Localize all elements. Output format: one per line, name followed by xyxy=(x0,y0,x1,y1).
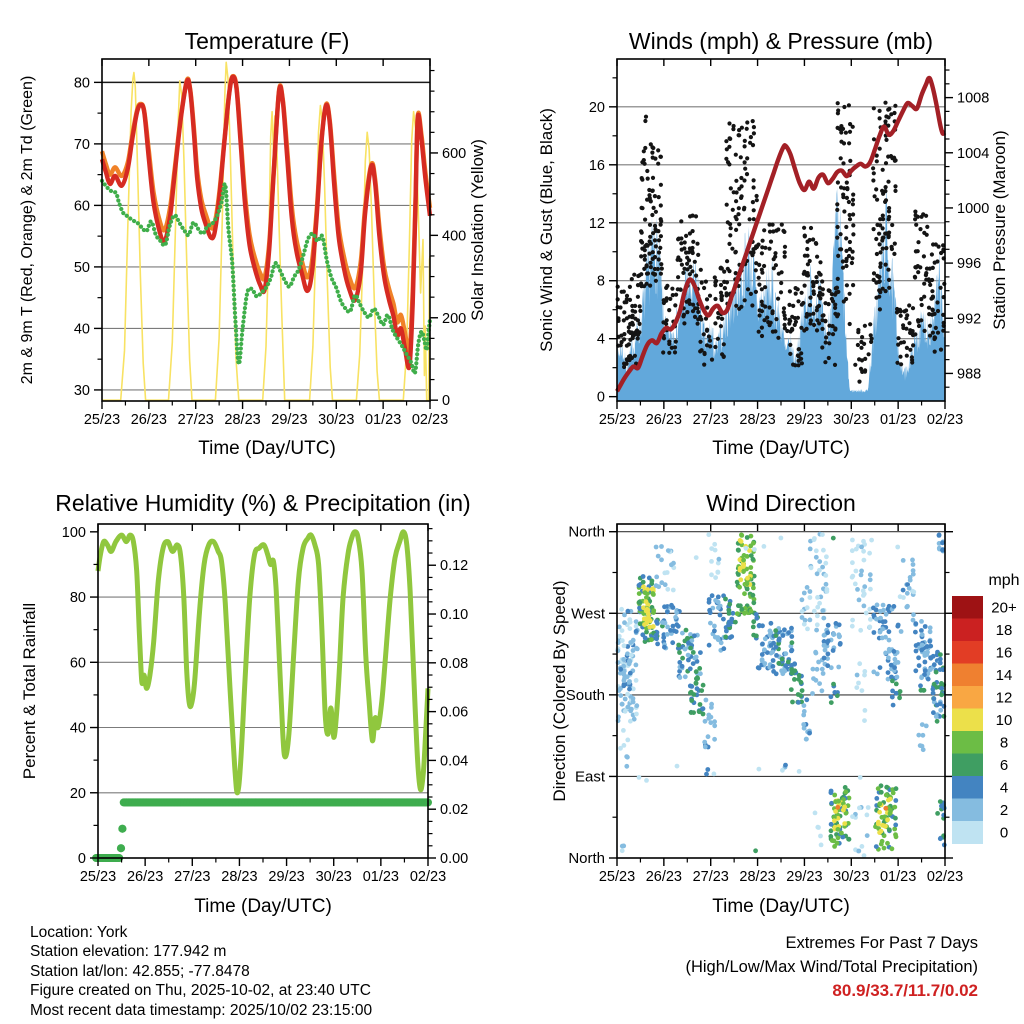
svg-text:West: West xyxy=(571,605,605,623)
svg-text:27/23: 27/23 xyxy=(692,869,729,885)
svg-text:4: 4 xyxy=(596,331,605,348)
svg-text:0.10: 0.10 xyxy=(440,607,469,624)
svg-text:16: 16 xyxy=(995,644,1013,662)
svg-text:02/23: 02/23 xyxy=(926,869,964,885)
svg-text:18: 18 xyxy=(995,621,1013,639)
svg-text:992: 992 xyxy=(957,311,982,328)
svg-text:8: 8 xyxy=(999,734,1009,752)
svg-text:8: 8 xyxy=(596,273,605,290)
data-timestamp-line: Most recent data timestamp: 2025/10/02 23:15:00 xyxy=(30,1001,373,1019)
svg-text:01/23: 01/23 xyxy=(364,412,402,428)
svg-text:20: 20 xyxy=(69,785,86,802)
svg-text:mph: mph xyxy=(988,572,1020,589)
svg-text:02/23: 02/23 xyxy=(409,869,447,885)
svg-text:988: 988 xyxy=(957,366,982,383)
svg-text:27/23: 27/23 xyxy=(177,412,214,428)
svg-text:100: 100 xyxy=(61,524,86,541)
svg-text:2: 2 xyxy=(999,801,1009,819)
svg-text:25/23: 25/23 xyxy=(598,869,636,885)
svg-text:01/23: 01/23 xyxy=(362,869,400,885)
xaxis-label-winds: Time (Day/UTC) xyxy=(712,438,850,459)
svg-text:1008: 1008 xyxy=(957,90,990,107)
yaxis-label-pressure-right: Station Pressure (Maroon) xyxy=(990,130,1009,330)
svg-text:0: 0 xyxy=(999,824,1009,842)
svg-text:0.00: 0.00 xyxy=(440,851,469,867)
svg-text:29/23: 29/23 xyxy=(268,869,305,885)
svg-text:25/23: 25/23 xyxy=(598,412,636,428)
svg-text:400: 400 xyxy=(442,228,467,245)
figure-created-line: Figure created on Thu, 2025-10-02, at 23:40 UTC xyxy=(30,982,371,1000)
chart-title-temperature: Temperature (F) xyxy=(184,28,350,54)
svg-text:40: 40 xyxy=(69,720,86,737)
svg-text:0.04: 0.04 xyxy=(440,753,469,770)
speed-colorbar xyxy=(952,572,1020,844)
svg-text:29/23: 29/23 xyxy=(271,412,308,428)
latlon-line: Station lat/lon: 42.855; -77.8478 xyxy=(30,962,250,980)
xaxis-label-temperature: Time (Day/UTC) xyxy=(198,438,336,459)
yaxis-label-direction-left: Direction (Colored By Speed) xyxy=(550,580,569,802)
temp-9m-line xyxy=(102,76,430,352)
svg-text:30/23: 30/23 xyxy=(833,412,870,428)
svg-text:14: 14 xyxy=(995,666,1013,684)
wind-direction-chart xyxy=(566,524,1020,885)
svg-text:02/23: 02/23 xyxy=(926,412,964,428)
svg-text:80: 80 xyxy=(69,590,86,607)
chart-title-wind-direction: Wind Direction xyxy=(706,490,856,516)
svg-text:South: South xyxy=(565,686,605,704)
yaxis-label-percent-left: Percent & Total Rainfall xyxy=(20,602,39,780)
svg-text:27/23: 27/23 xyxy=(174,869,211,885)
svg-text:North: North xyxy=(568,523,605,541)
xaxis-label-humidity: Time (Day/UTC) xyxy=(194,896,332,917)
yaxis-label-temp-left: 2m & 9m T (Red, Orange) & 2m Td (Green) xyxy=(19,75,36,385)
elevation-line: Station elevation: 177.942 m xyxy=(30,943,227,961)
svg-text:12: 12 xyxy=(995,689,1013,707)
svg-text:01/23: 01/23 xyxy=(879,412,917,428)
extremes-subtitle: (High/Low/Max Wind/Total Precipitation) xyxy=(685,958,978,976)
total-rainfall-dots xyxy=(92,798,432,862)
svg-text:996: 996 xyxy=(957,256,982,273)
svg-text:200: 200 xyxy=(442,310,467,327)
svg-text:30/23: 30/23 xyxy=(315,869,352,885)
svg-text:40: 40 xyxy=(73,321,90,338)
svg-text:60: 60 xyxy=(73,198,90,215)
svg-text:26/23: 26/23 xyxy=(130,412,168,428)
svg-text:29/23: 29/23 xyxy=(786,412,823,428)
svg-text:28/23: 28/23 xyxy=(221,869,258,885)
svg-text:1004: 1004 xyxy=(957,145,990,162)
svg-text:6: 6 xyxy=(999,756,1009,774)
svg-text:26/23: 26/23 xyxy=(645,869,683,885)
svg-text:20: 20 xyxy=(588,99,605,116)
svg-text:12: 12 xyxy=(588,215,605,232)
svg-text:27/23: 27/23 xyxy=(692,412,729,428)
svg-text:01/23: 01/23 xyxy=(879,869,917,885)
svg-text:10: 10 xyxy=(995,711,1013,729)
extremes-block xyxy=(685,931,978,1003)
winds-pressure-chart xyxy=(589,59,989,428)
svg-text:600: 600 xyxy=(442,145,467,162)
svg-text:50: 50 xyxy=(73,259,90,276)
humidity-precip-chart xyxy=(62,524,468,885)
svg-text:0.08: 0.08 xyxy=(440,655,469,672)
svg-text:30/23: 30/23 xyxy=(833,869,870,885)
svg-text:0.06: 0.06 xyxy=(440,704,469,721)
svg-text:16: 16 xyxy=(588,157,605,174)
svg-text:80: 80 xyxy=(73,75,90,92)
svg-text:26/23: 26/23 xyxy=(645,412,683,428)
yaxis-label-wind-left: Sonic Wind & Gust (Blue, Black) xyxy=(537,108,556,352)
svg-text:20+: 20+ xyxy=(991,599,1017,617)
svg-text:1000: 1000 xyxy=(957,200,990,217)
svg-text:30/23: 30/23 xyxy=(318,412,355,428)
extremes-title: Extremes For Past 7 Days xyxy=(785,934,978,952)
svg-text:30: 30 xyxy=(73,382,90,399)
svg-text:25/23: 25/23 xyxy=(83,412,121,428)
svg-text:26/23: 26/23 xyxy=(126,869,164,885)
chart-title-winds-pressure: Winds (mph) & Pressure (mb) xyxy=(628,28,934,54)
svg-text:28/23: 28/23 xyxy=(224,412,261,428)
svg-text:East: East xyxy=(574,768,605,786)
svg-text:North: North xyxy=(568,850,605,867)
svg-text:0.02: 0.02 xyxy=(440,802,469,819)
svg-text:0: 0 xyxy=(596,389,605,406)
svg-text:28/23: 28/23 xyxy=(739,869,776,885)
chart-title-humidity: Relative Humidity (%) & Precipitation (in) xyxy=(55,490,471,516)
svg-text:60: 60 xyxy=(69,655,86,672)
svg-text:70: 70 xyxy=(73,136,90,153)
svg-text:28/23: 28/23 xyxy=(739,412,776,428)
location-line: Location: York xyxy=(30,924,128,941)
svg-text:29/23: 29/23 xyxy=(786,869,823,885)
svg-text:0: 0 xyxy=(442,393,451,410)
svg-text:25/23: 25/23 xyxy=(79,869,117,885)
yaxis-label-solar-right: Solar Insolation (Yellow) xyxy=(468,139,487,321)
temperature-chart xyxy=(74,59,466,428)
xaxis-label-wind-direction: Time (Day/UTC) xyxy=(712,896,850,917)
svg-text:02/23: 02/23 xyxy=(411,412,449,428)
svg-text:0.12: 0.12 xyxy=(440,558,469,575)
svg-text:4: 4 xyxy=(999,779,1009,797)
svg-text:0: 0 xyxy=(77,851,86,867)
extremes-values: 80.9/33.7/11.7/0.02 xyxy=(832,981,978,1000)
station-info-block xyxy=(30,923,372,1020)
